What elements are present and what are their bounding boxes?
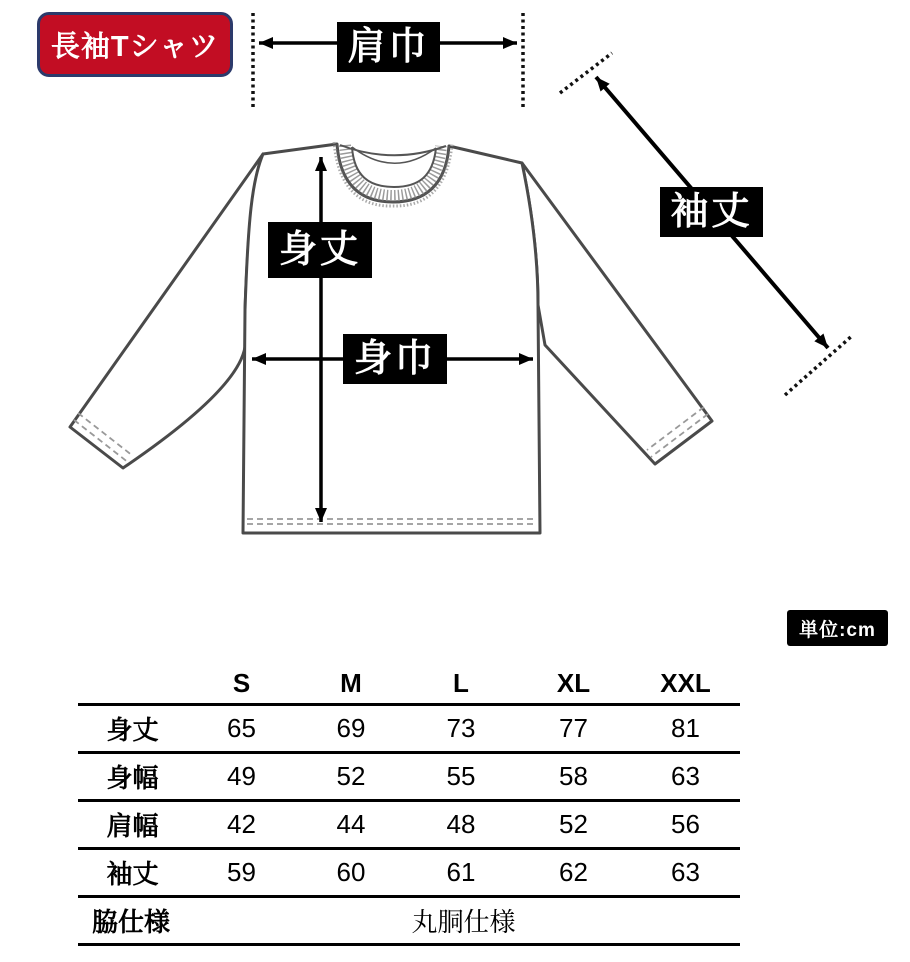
table-cell: 42 <box>227 809 256 839</box>
table-cell: 77 <box>559 713 588 743</box>
size-table-header-row <box>78 663 740 705</box>
row-label: 袖丈 <box>106 859 159 889</box>
table-cell: 81 <box>671 713 700 743</box>
row-label: 身幅 <box>106 763 159 793</box>
spec-value-cell: 丸胴仕様 <box>411 907 516 937</box>
sleeve-length-label: 袖丈 <box>660 187 763 237</box>
size-col-header-xxl: XXL <box>631 663 740 705</box>
size-col-header-l: L <box>406 663 516 705</box>
row-label: 脇仕様 <box>92 907 171 937</box>
table-cell: 58 <box>559 761 588 791</box>
table-row-body-width <box>78 753 740 801</box>
table-cell: 52 <box>559 809 588 839</box>
unit-badge: 単位:cm <box>787 610 888 646</box>
table-cell: 62 <box>559 857 588 887</box>
size-col-header-xl: XL <box>516 663 631 705</box>
table-cell: 63 <box>671 761 700 791</box>
left-sleeve <box>70 154 263 468</box>
table-row-shoulder-width <box>78 801 740 849</box>
product-badge: 長袖Tシャツ <box>37 12 233 77</box>
table-cell: 65 <box>227 713 256 743</box>
table-cell: 60 <box>336 857 366 887</box>
table-cell: 59 <box>227 857 256 887</box>
table-row-sleeve-length <box>78 849 740 897</box>
row-label: 肩幅 <box>106 811 159 841</box>
table-cell: 61 <box>446 857 476 887</box>
table-cell: 69 <box>336 713 366 743</box>
row-label: 身丈 <box>106 715 159 745</box>
table-row-side-spec <box>78 897 740 945</box>
table-cell: 63 <box>671 857 700 887</box>
table-cell: 55 <box>446 761 476 791</box>
table-cell: 52 <box>336 761 366 791</box>
size-col-header-s: S <box>187 663 296 705</box>
shoulder-width-label: 肩巾 <box>337 22 440 72</box>
table-cell: 48 <box>446 809 476 839</box>
table-row-body-length <box>78 705 740 753</box>
size-col-header-m: M <box>296 663 406 705</box>
body-width-label: 身巾 <box>343 334 447 384</box>
table-cell: 56 <box>671 809 700 839</box>
body-length-label: 身丈 <box>268 222 372 278</box>
size-table <box>78 663 740 946</box>
table-cell: 44 <box>336 809 366 839</box>
table-cell: 49 <box>227 761 256 791</box>
size-table-corner-cell <box>78 663 187 705</box>
table-cell: 73 <box>446 713 476 743</box>
